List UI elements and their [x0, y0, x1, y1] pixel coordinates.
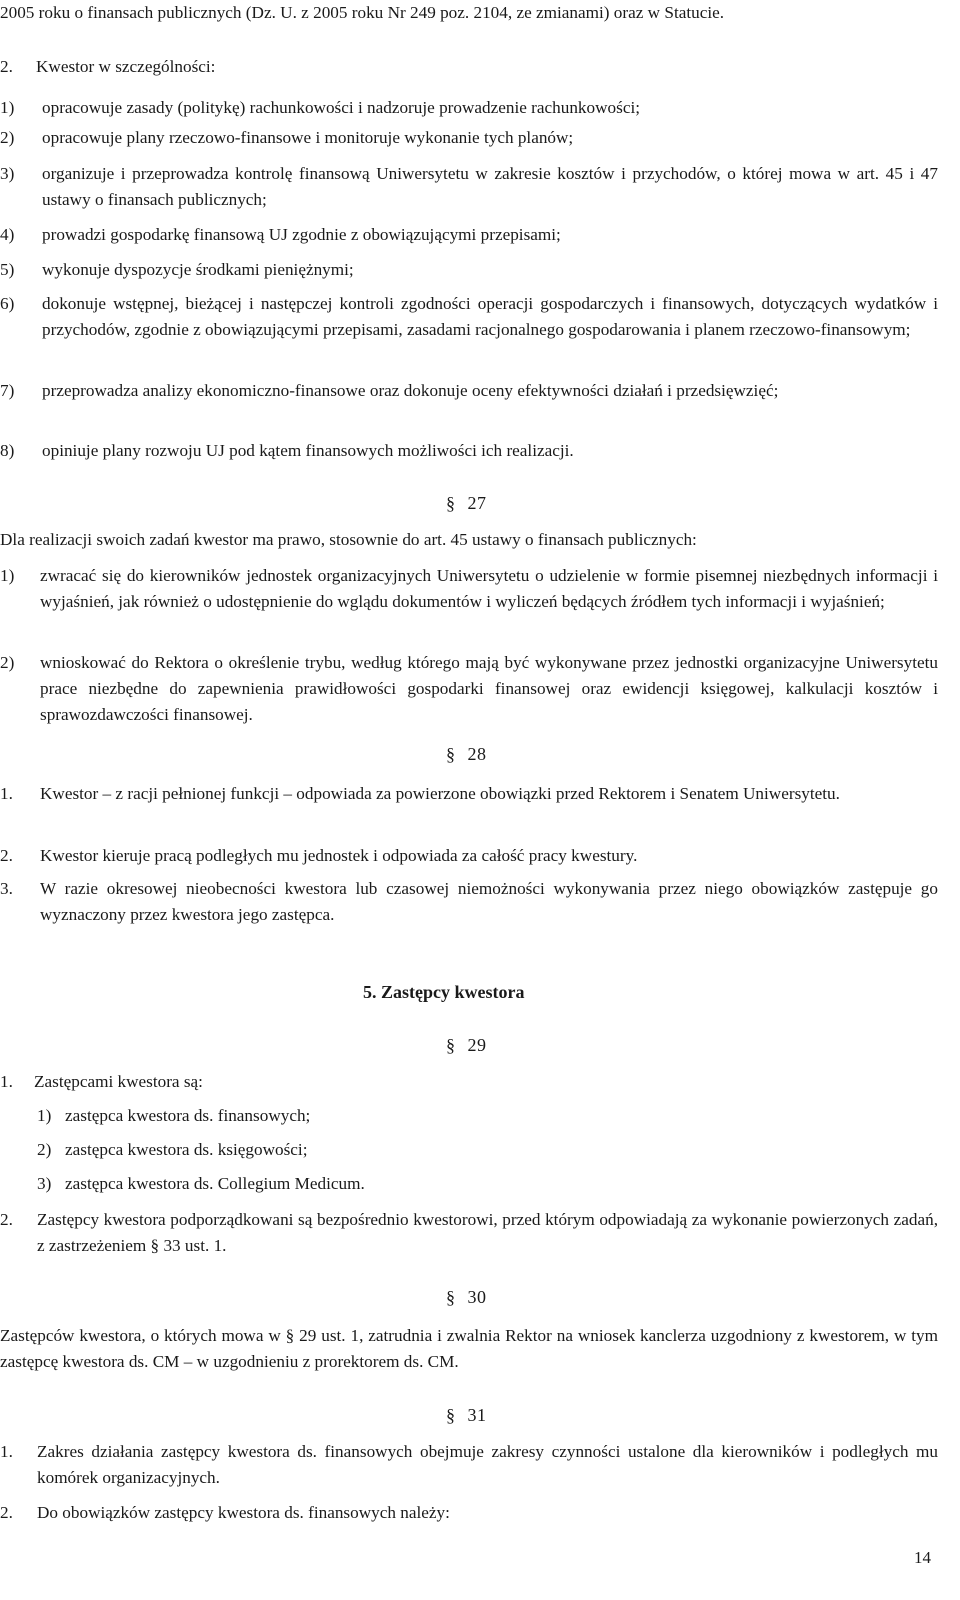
item-number: 1. — [0, 784, 13, 803]
paragraph-item — [0, 1500, 938, 1526]
item-number: 1) — [0, 566, 15, 585]
item-number: 2) — [0, 653, 15, 672]
list-item — [0, 563, 938, 615]
page-number: 14 — [914, 1548, 931, 1567]
section-symbol: § — [446, 1287, 456, 1307]
section-30-text: Zastępców kwestora, o których mowa w § 29 ust. 1, zatrudnia i zwalnia Rektor na wniosek kanclerza uzgodniony z kwestorem, w tym zastępcę kwestora ds. CM – w uzgodnieniu z prorektorem ds. CM. — [0, 1326, 938, 1371]
section-number: 28 — [467, 744, 487, 764]
item-number: 1) — [0, 98, 15, 117]
item-text: opracowuje zasady (politykę) rachunkowości i nadzoruje prowadzenie rachunkowości; — [42, 98, 640, 117]
section-27-intro: Dla realizacji swoich zadań kwestor ma prawo, stosownie do art. 45 ustawy o finansach publicznych: — [0, 530, 697, 549]
item-text: Zakres działania zastępcy kwestora ds. finansowych obejmuje zakresy czynności ustalone dla kierowników i podległych mu komórek organizacyjnych. — [37, 1442, 938, 1487]
paragraph-text: Kwestor w szczególności: — [36, 57, 216, 76]
item-number: 7) — [0, 381, 15, 400]
item-text: prowadzi gospodarkę finansową UJ zgodnie z obowiązującymi przepisami; — [42, 225, 561, 244]
section-heading-30 — [446, 1284, 487, 1310]
paragraph-item — [0, 781, 938, 807]
section-symbol: § — [446, 493, 456, 513]
list-item — [0, 125, 938, 151]
list-item — [0, 161, 938, 213]
paragraph-item — [0, 1207, 938, 1259]
chapter-heading: 5. Zastępcy kwestora — [363, 982, 525, 1002]
section-symbol: § — [446, 1035, 456, 1055]
list-item — [0, 257, 938, 283]
list-item — [0, 650, 938, 728]
item-text: zastępca kwestora ds. finansowych; — [65, 1106, 311, 1125]
item-number: 2. — [0, 1210, 13, 1229]
item-text: Kwestor kieruje pracą podległych mu jednostek i odpowiada za całość pracy kwestury. — [40, 846, 638, 865]
section-number: 27 — [467, 493, 487, 513]
item-number: 8) — [0, 441, 15, 460]
item-number: 2. — [0, 1503, 13, 1522]
list-item — [0, 95, 938, 121]
list-item — [37, 1171, 938, 1197]
item-text: Zastępcy kwestora podporządkowani są bezpośrednio kwestorowi, przed którym odpowiadają za wykonanie powierzonych zadań, z zastrzeżeniem § 33 ust. 1. — [37, 1210, 938, 1255]
paragraph-item — [0, 843, 938, 869]
section-symbol: § — [446, 1405, 456, 1425]
item-text: dokonuje wstępnej, bieżącej i następczej kontroli zgodności operacji gospodarczych i finansowych, dotyczących wydatków i przychodów, zgodnie z obowiązującymi przepisami, zasadami racjonalnego gospodarowania i planem rzeczowo-finansowym; — [42, 294, 938, 339]
list-item — [37, 1103, 938, 1129]
list-item — [37, 1137, 938, 1163]
item-number: 3. — [0, 879, 13, 898]
item-number: 4) — [0, 225, 15, 244]
item-text: wykonuje dyspozycje środkami pieniężnymi; — [42, 260, 354, 279]
item-number: 3) — [37, 1174, 52, 1193]
section-symbol: § — [446, 744, 456, 764]
list-item — [0, 378, 938, 404]
section-heading-29 — [446, 1032, 487, 1058]
item-text: W razie okresowej nieobecności kwestora lub czasowej niemożności wykonywania przez niego obowiązków zastępuje go wyznaczony przez kwestora jego zastępca. — [40, 879, 938, 924]
item-text: zwracać się do kierowników jednostek organizacyjnych Uniwersytetu o udzielenie w formie pisemnej niezbędnych informacji i wyjaśnień, jak również o udostępnienie do wglądu dokumentów i wyliczeń będących źródłem tych informacji i wyjaśnień; — [40, 566, 938, 611]
item-number: 5) — [0, 260, 15, 279]
section-heading-28 — [446, 741, 487, 767]
paragraph-number: 2. — [0, 57, 13, 76]
section-number: 30 — [467, 1287, 487, 1307]
paragraph-item — [0, 1439, 938, 1491]
section-heading-31 — [446, 1402, 487, 1428]
item-text: wnioskować do Rektora o określenie trybu, według którego mają być wykonywane przez jednostki organizacyjne Uniwersytetu prace niezbędne do zapewnienia prawidłowości gospodarki finansowej oraz ewidencji księgowej, kalkulacji kosztów i sprawozdawczości finansowej. — [40, 653, 938, 724]
item-text: Do obowiązków zastępcy kwestora ds. finansowych należy: — [37, 1503, 450, 1522]
item-number: 2) — [37, 1140, 52, 1159]
item-number: 1. — [0, 1442, 13, 1461]
paragraph-2 — [0, 54, 938, 80]
item-number: 6) — [0, 294, 15, 313]
list-item — [0, 438, 938, 464]
item-number: 2. — [0, 846, 13, 865]
section-heading-27 — [446, 490, 487, 516]
item-text: zastępca kwestora ds. księgowości; — [65, 1140, 308, 1159]
item-number: 1. — [0, 1072, 13, 1091]
item-text: opracowuje plany rzeczowo-finansowe i monitoruje wykonanie tych planów; — [42, 128, 574, 147]
item-number: 2) — [0, 128, 15, 147]
paragraph-continuation: 2005 roku o finansach publicznych (Dz. U. z 2005 roku Nr 249 poz. 2104, ze zmianami) oraz w Statucie. — [0, 3, 725, 22]
list-item — [0, 291, 938, 343]
section-number: 31 — [467, 1405, 487, 1425]
section-number: 29 — [467, 1035, 487, 1055]
item-text: organizuje i przeprowadza kontrolę finansową Uniwersytetu w zakresie kosztów i przychodów, o której mowa w art. 45 i 47 ustawy o finansach publicznych; — [42, 164, 938, 209]
item-text: Zastępcami kwestora są: — [34, 1072, 203, 1091]
list-item — [0, 222, 938, 248]
item-text: zastępca kwestora ds. Collegium Medicum. — [65, 1174, 365, 1193]
item-text: przeprowadza analizy ekonomiczno-finansowe oraz dokonuje oceny efektywności działań i przedsięwzięć; — [42, 381, 779, 400]
paragraph-item — [0, 876, 938, 928]
paragraph-item — [0, 1069, 938, 1095]
item-text: Kwestor – z racji pełnionej funkcji – odpowiada za powierzone obowiązki przed Rektorem i Senatem Uniwersytetu. — [40, 784, 840, 803]
item-number: 3) — [0, 164, 15, 183]
item-text: opiniuje plany rozwoju UJ pod kątem finansowych możliwości ich realizacji. — [42, 441, 574, 460]
item-number: 1) — [37, 1106, 52, 1125]
